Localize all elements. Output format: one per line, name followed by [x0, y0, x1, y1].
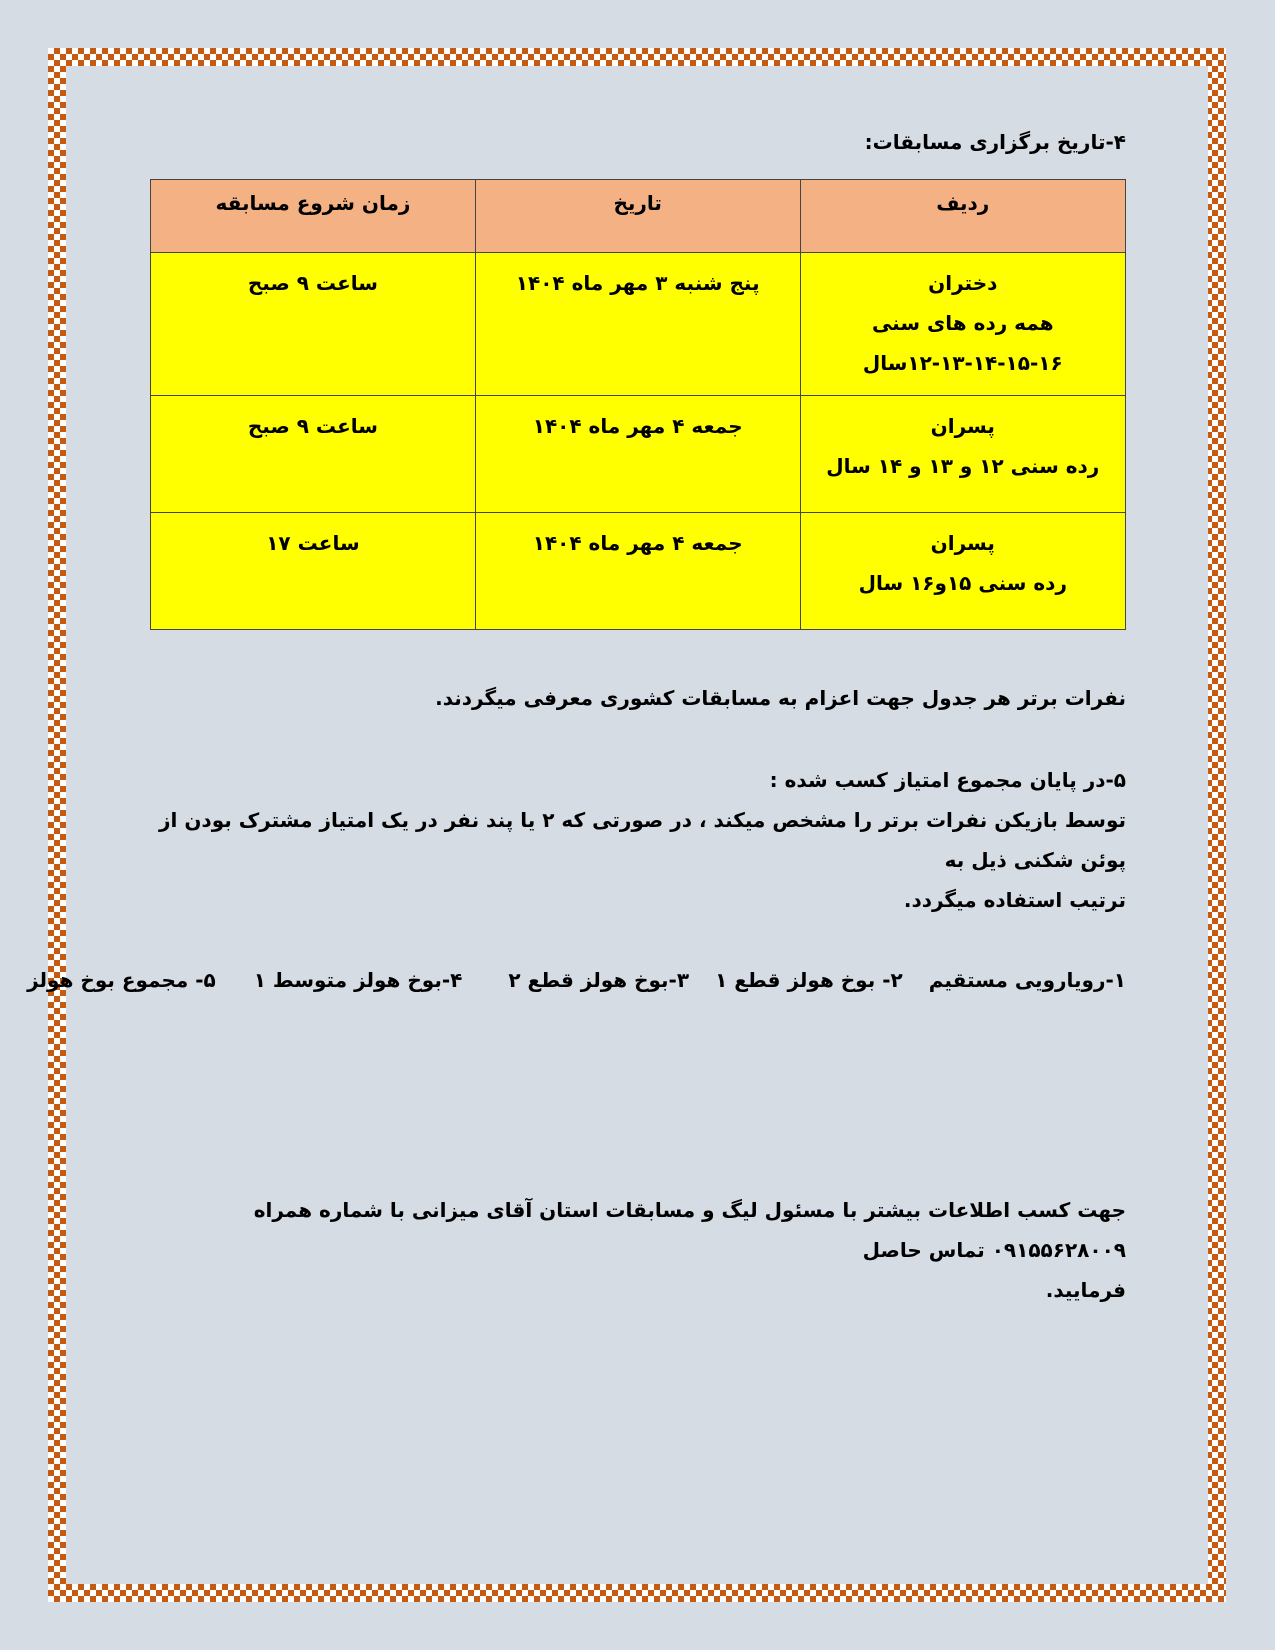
group-line: پسران: [930, 414, 995, 438]
time-cell: ساعت ۱۷: [151, 513, 476, 630]
group-line: رده سنی ۱۵و۱۶ سال: [858, 571, 1067, 595]
tiebreaker-list: [27, 960, 1126, 1000]
header-start-time: زمان شروع مسابقه: [151, 180, 476, 253]
section-5-text-line: توسط بازیکن نفرات برتر را مشخص میکند ، در صورتی که ۲ یا پند نفر در یک امتیاز مشترک بودن از پوئن شکنی ذیل به: [159, 808, 1126, 872]
date-cell: جمعه ۴ مهر ماه ۱۴۰۴: [475, 396, 800, 513]
contact-line: فرمایید.: [1045, 1278, 1126, 1302]
group-line: رده سنی ۱۲ و ۱۳ و ۱۴ سال: [826, 454, 1100, 478]
date-cell: جمعه ۴ مهر ماه ۱۴۰۴: [475, 513, 800, 630]
contact-info: [150, 1190, 1126, 1310]
contact-line: جهت کسب اطلاعات بیشتر با مسئول لیگ و مسابقات استان آقای میزانی با شماره همراه ۰۹۱۵۵۶۲۸۰۰۹ تماس حاصل: [253, 1198, 1126, 1262]
top-players-note: نفرات برتر هر جدول جهت اعزام به مسابقات کشوری معرفی میگردند.: [435, 686, 1126, 710]
date-cell: پنج شنبه ۳ مهر ماه ۱۴۰۴: [475, 253, 800, 396]
tiebreaker-item: ۲- بوخ هولز قطع ۱: [715, 968, 903, 992]
group-cell: [800, 513, 1125, 630]
table-row: [151, 513, 1126, 630]
time-cell: ساعت ۹ صبح: [151, 253, 476, 396]
group-line: ۱۲-۱۳-۱۴-۱۵-۱۶سال: [862, 351, 1063, 375]
table-row: [151, 253, 1126, 396]
group-line: دختران: [928, 271, 998, 295]
group-cell: [800, 253, 1125, 396]
tiebreaker-item: ۴-بوخ هولز متوسط ۱: [253, 968, 463, 992]
document-content: [27, 125, 1126, 1310]
tiebreaker-item: ۵- مجموع بوخ هولز: [27, 968, 216, 992]
section-5-title: ۵-در پایان مجموع امتیاز کسب شده :: [769, 768, 1126, 792]
header-row-label: ردیف: [800, 180, 1125, 253]
section-5: [150, 760, 1126, 920]
group-line: پسران: [930, 531, 995, 555]
time-cell: ساعت ۹ صبح: [151, 396, 476, 513]
table-row: [151, 396, 1126, 513]
section-4-heading: ۴-تاریخ برگزاری مسابقات:: [864, 130, 1126, 154]
tiebreaker-item: ۳-بوخ هولز قطع ۲: [508, 968, 690, 992]
group-line: همه رده های سنی: [871, 311, 1054, 335]
group-cell: [800, 396, 1125, 513]
table-header-row: [151, 180, 1126, 253]
tiebreaker-item: ۱-رویارویی مستقیم: [928, 968, 1126, 992]
competition-schedule-table: [150, 179, 1126, 630]
header-date: تاریخ: [475, 180, 800, 253]
section-5-text-line: ترتیب استفاده میگردد.: [903, 888, 1126, 912]
